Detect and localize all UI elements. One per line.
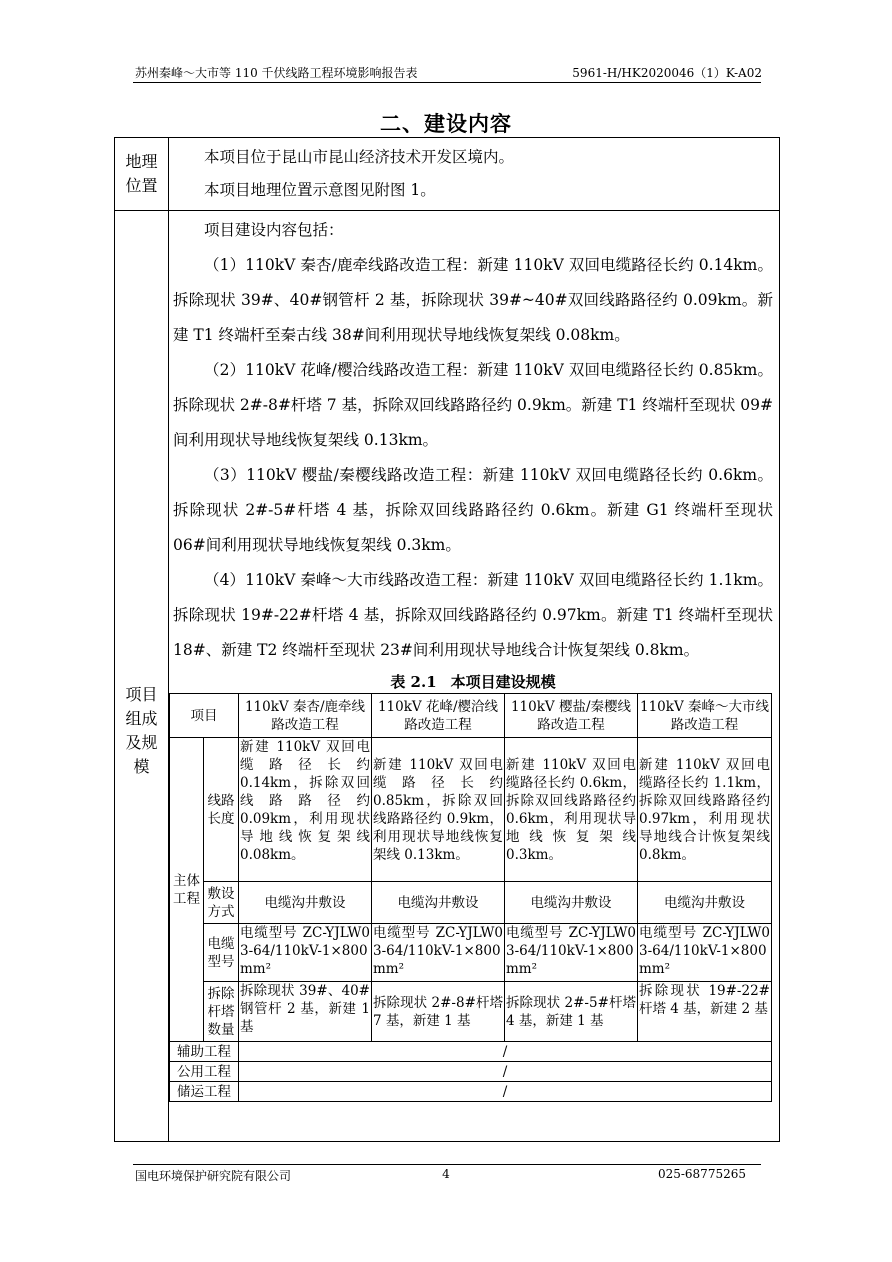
table-cell: 拆除现状 2#-8#杆塔 7 基，新建 1 基 xyxy=(372,982,505,1042)
header-right: 5961-H/HK2020046（1）K-A02 xyxy=(572,66,762,80)
table-group-main: 主体工程 xyxy=(170,738,204,1042)
section-title: 二、建设内容 xyxy=(380,111,512,136)
table-cell: 电缆型号 ZC-YJLW03-64/110kV-1×800mm² xyxy=(638,924,772,982)
location-body xyxy=(169,138,779,210)
table-cell: 新建 110kV 双回电缆路径长约 0.85km，拆除双回线路路径约 0.9km，利用现状导地线恢复架线 0.13km。 xyxy=(372,738,505,882)
table-cell: 电缆沟井敷设 xyxy=(638,882,772,924)
table-cell: / xyxy=(239,1062,772,1082)
table-row-cable xyxy=(170,924,772,982)
composition-item-1: （1）110kV 秦杏/鹿牵线路改造工程：新建 110kV 双回电缆路径长约 0.14km。拆除现状 39#、40#钢管杆 2 基，拆除现状 39#~40#双回线路路径约 0.09km。新建 T1 终端杆至秦古线 38#间利用现状导地线恢复架线 0.08km。 xyxy=(173,256,773,344)
table-row-storage xyxy=(170,1082,772,1102)
table-row-label: 敷设方式 xyxy=(204,882,239,924)
table-head-col-1: 110kV 秦杏/鹿牵线路改造工程 xyxy=(239,694,372,738)
table-cell: 拆除现状 19#-22#杆塔 4 基，新建 2 基 xyxy=(638,982,772,1042)
table-row-label: 电缆型号 xyxy=(204,924,239,982)
location-text-2: 本项目地理位置示意图见附图 1。 xyxy=(204,181,436,199)
content-frame xyxy=(114,137,780,1142)
table-row-aux xyxy=(170,1042,772,1062)
table-cell: 电缆型号 ZC-YJLW03-64/110kV-1×800mm² xyxy=(239,924,372,982)
composition-label-line: 项目 xyxy=(125,685,158,704)
location-row xyxy=(115,138,779,211)
table-row-label: 拆除杆塔数量 xyxy=(204,982,239,1042)
table-cell: 新建 110kV 双回电缆路径长约 1.1km，拆除双回线路路径约 0.97km，利用现状导地线合计恢复架线 0.8km。 xyxy=(638,738,772,882)
table-cell: / xyxy=(239,1042,772,1062)
footer-rule xyxy=(133,1164,761,1165)
composition-item-3: （3）110kV 樱盐/秦樱线路改造工程：新建 110kV 双回电缆路径长约 0.6km。拆除现状 2#-5#杆塔 4 基，拆除双回线路路径约 0.6km。新建 G1 终端杆至现状 06#间利用现状导地线恢复架线 0.3km。 xyxy=(173,466,773,554)
scale-table xyxy=(169,693,772,1102)
table-head-col-3: 110kV 樱盐/秦樱线路改造工程 xyxy=(505,694,638,738)
table-row-label: 辅助工程 xyxy=(170,1042,239,1062)
table-cell: 电缆沟井敷设 xyxy=(372,882,505,924)
composition-item-4: （4）110kV 秦峰～大市线路改造工程：新建 110kV 双回电缆路径长约 1.1km。拆除现状 19#-22#杆塔 4 基，拆除双回线路路径约 0.97km。新建 T1 终端杆至现状 18#、新建 T2 终端杆至现状 23#间利用现状导地线合计恢复架线 0.8km。 xyxy=(173,571,773,659)
table-cell: 新建 110kV 双回电缆路径长约 0.14km，拆除双回线路路径约 0.09km，利用现状导地线恢复架线 0.08km。 xyxy=(239,738,372,882)
table-cell: / xyxy=(239,1082,772,1102)
table-caption-number: 表 2.1 xyxy=(390,673,437,691)
location-label-line1: 地理 xyxy=(125,152,158,171)
composition-label-line: 模 xyxy=(133,757,150,776)
table-row-laying xyxy=(170,882,772,924)
table-cell: 电缆沟井敷设 xyxy=(505,882,638,924)
location-label-line2: 位置 xyxy=(125,176,158,195)
composition-label-line: 组成 xyxy=(125,709,158,728)
table-head-item: 项目 xyxy=(170,694,239,738)
table-caption xyxy=(173,671,773,693)
table-row-label: 储运工程 xyxy=(170,1082,239,1102)
footer-right: 025-68775265 xyxy=(657,1167,746,1181)
table-cell: 电缆型号 ZC-YJLW03-64/110kV-1×800mm² xyxy=(372,924,505,982)
table-caption-title: 本项目建设规模 xyxy=(450,673,556,691)
table-row-public xyxy=(170,1062,772,1082)
table-cell: 拆除现状 2#-5#杆塔 4 基，新建 1 基 xyxy=(505,982,638,1042)
composition-label-line: 及规 xyxy=(125,733,158,752)
table-cell: 拆除现状 39#、40#钢管杆 2 基，新建 1 基 xyxy=(239,982,372,1042)
table-head-col-4: 110kV 秦峰～大市线路改造工程 xyxy=(638,694,772,738)
composition-body xyxy=(169,211,779,1141)
table-cell: 电缆沟井敷设 xyxy=(239,882,372,924)
composition-label xyxy=(115,211,169,1141)
table-header-row xyxy=(170,694,772,738)
table-row-label: 公用工程 xyxy=(170,1062,239,1082)
composition-item-2: （2）110kV 花峰/樱洽线路改造工程：新建 110kV 双回电缆路径长约 0.85km。拆除现状 2#-8#杆塔 7 基，拆除双回线路路径约 0.9km。新建 T1 终端杆至现状 09#间利用现状导地线恢复架线 0.13km。 xyxy=(173,361,773,449)
table-row-length xyxy=(170,738,772,882)
footer-left: 国电环境保护研究院有限公司 xyxy=(135,1169,292,1183)
header-left: 苏州秦峰～大市等 110 千伏线路工程环境影响报告表 xyxy=(135,66,418,80)
table-row-towers xyxy=(170,982,772,1042)
location-text-1: 本项目位于昆山市昆山经济技术开发区境内。 xyxy=(204,148,515,166)
header-rule xyxy=(133,82,761,83)
composition-row xyxy=(115,211,779,1141)
table-row-label: 线路长度 xyxy=(204,738,239,882)
table-head-col-2: 110kV 花峰/樱洽线路改造工程 xyxy=(372,694,505,738)
table-cell: 新建 110kV 双回电缆路径长约 0.6km，拆除双回线路路径约 0.6km，利用现状导地线恢复架线 0.3km。 xyxy=(505,738,638,882)
location-label xyxy=(115,138,169,210)
composition-intro: 项目建设内容包括： xyxy=(204,221,344,239)
table-cell: 电缆型号 ZC-YJLW03-64/110kV-1×800mm² xyxy=(505,924,638,982)
page-number: 4 xyxy=(442,1167,450,1181)
